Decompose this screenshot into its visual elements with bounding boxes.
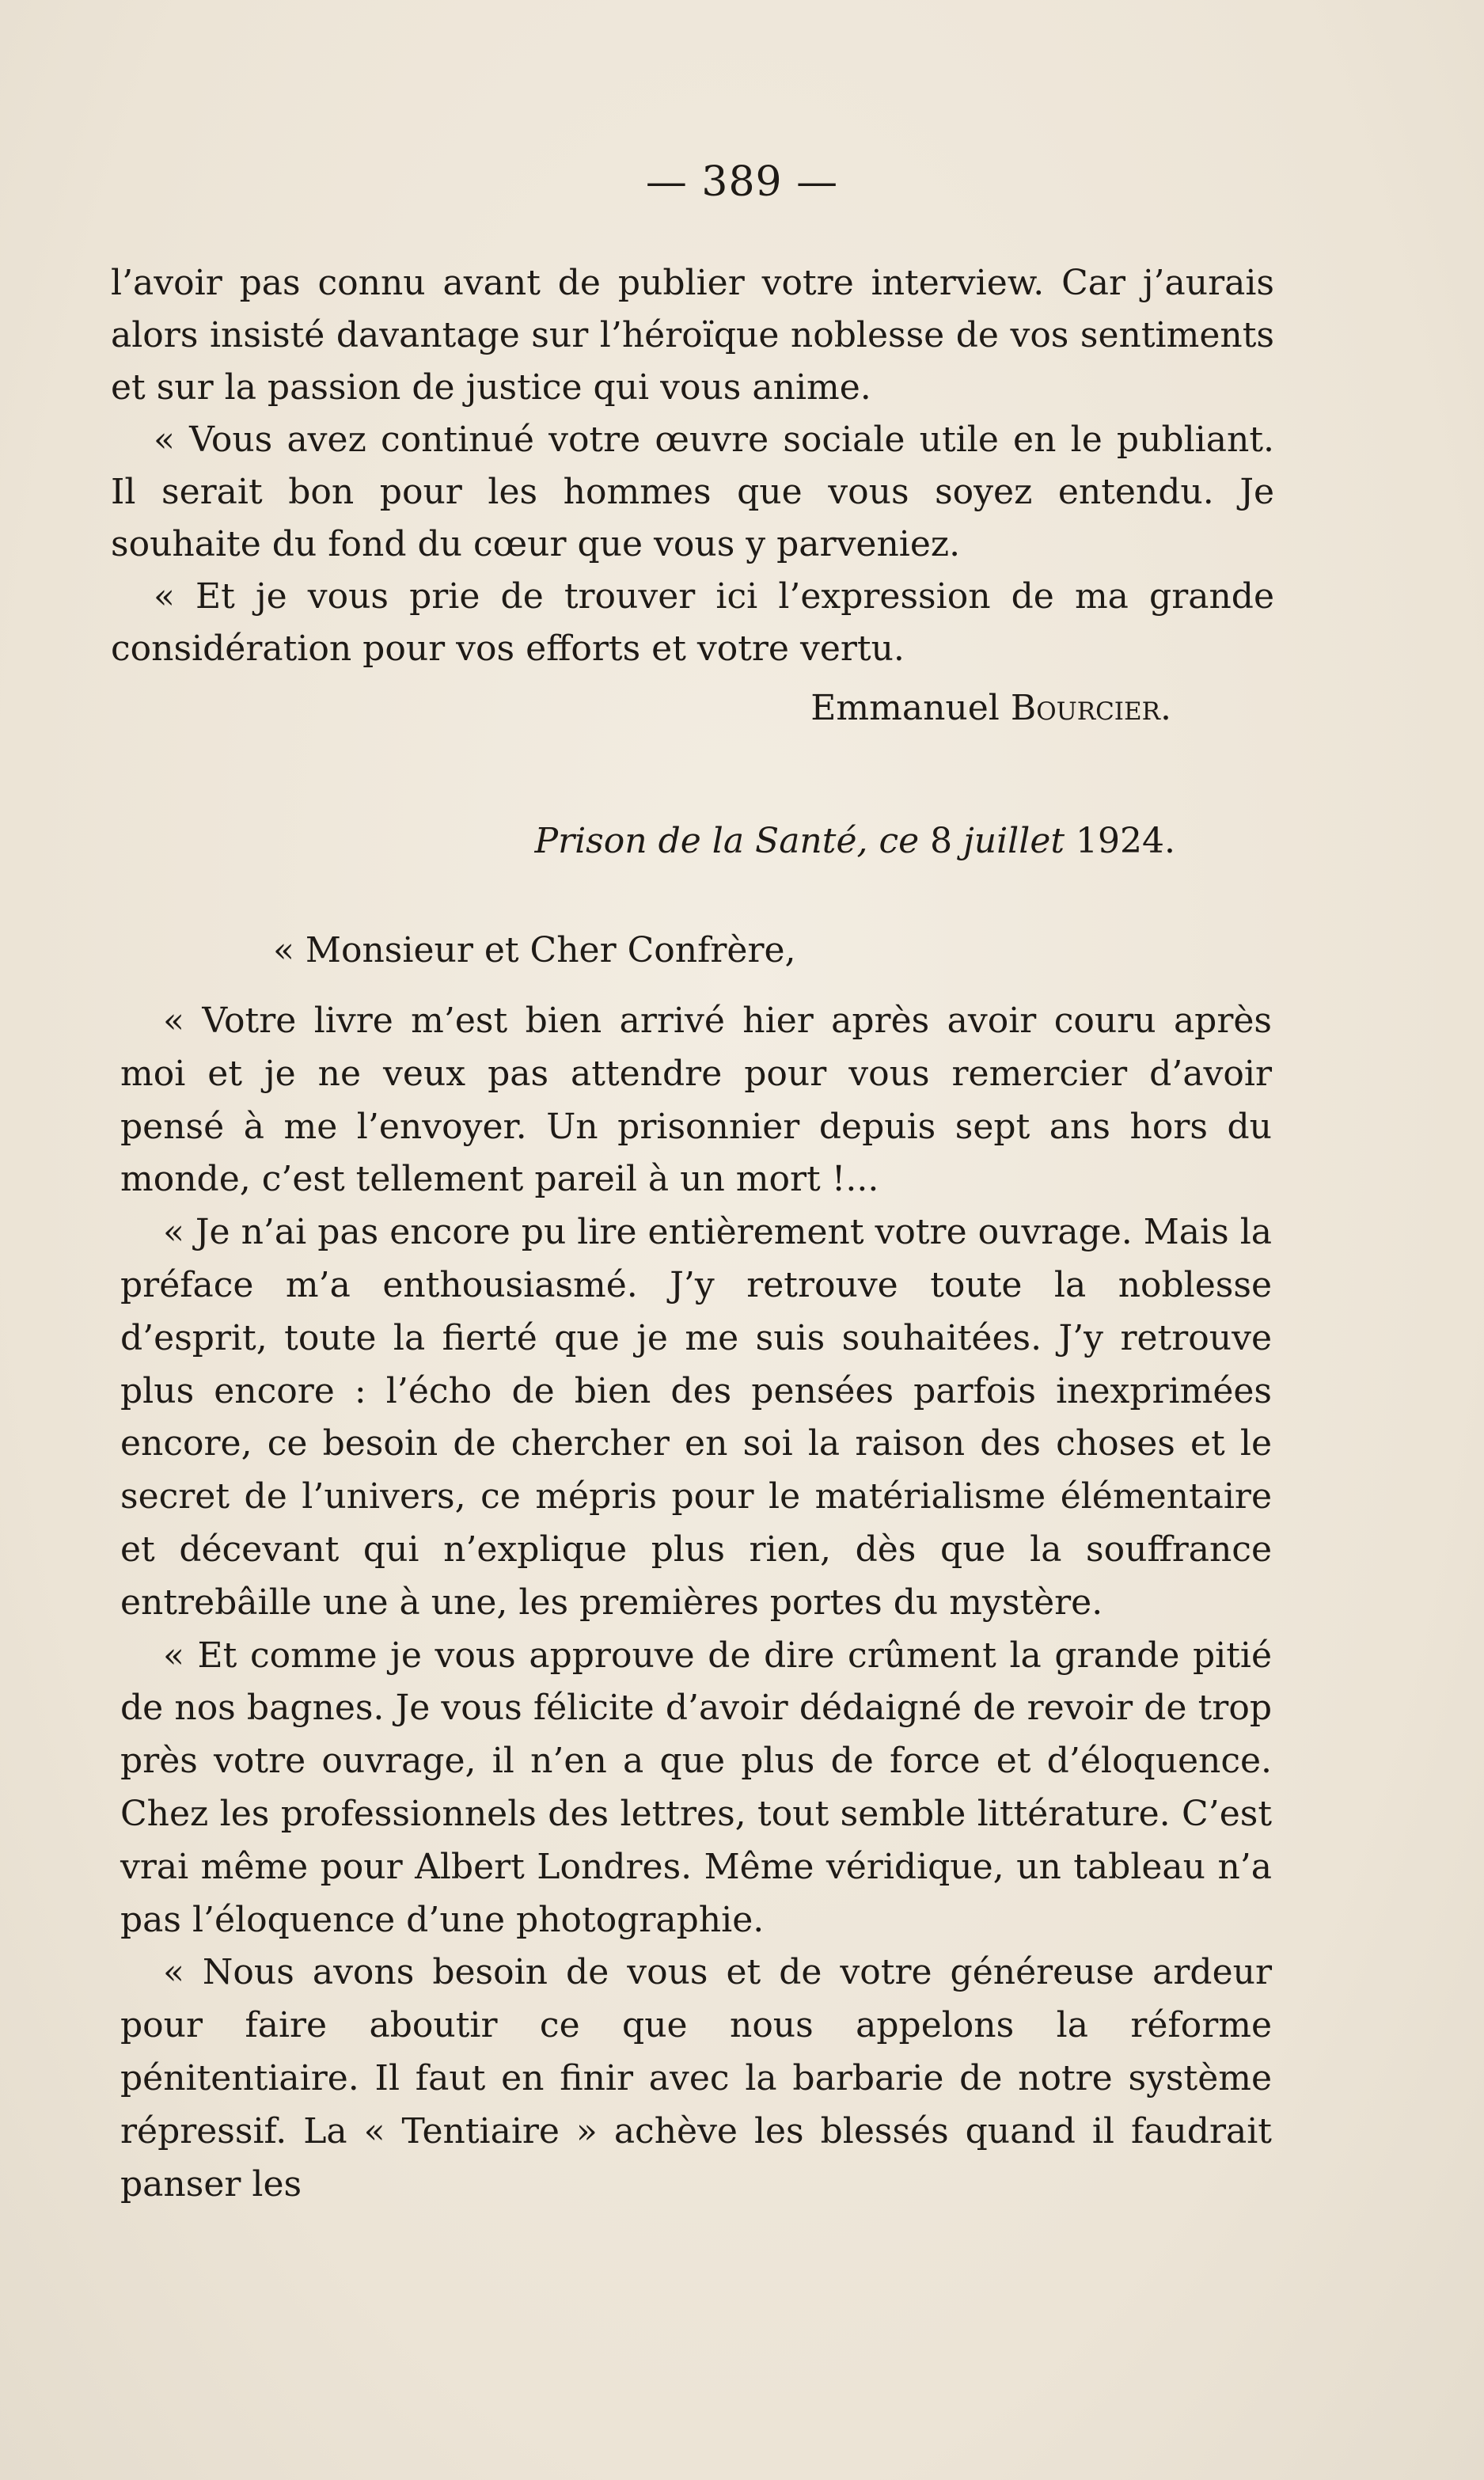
letter-2-paragraph-3: « Et comme je vous approuve de dire crûment la grande pitié de nos bagnes. Je vous félicite d’avoir dédaigné de revoir de trop près votre ouvrage, il n’en a que plus de force et d’éloquence. Chez les professionnels des lettres, tout semble littérature. C’est vrai même pour Albert Londres. Même véridique, un tableau n’a pas l’éloquence d’une photographie.: [120, 1635, 1272, 1940]
letter-1-paragraph-2: « Vous avez continué votre œuvre sociale utile en le publiant. Il serait bon pour les hommes que vous soyez entendu. Je souhaite du fond du cœur que vous y parveniez.: [111, 420, 1274, 564]
letter-2-dateline: [111, 815, 1175, 868]
dateline-place: Prison de la Santé, ce: [534, 821, 931, 861]
letter-1-paragraph-3: « Et je vous prie de trouver ici l’expression de ma grande considération pour vos efforts et votre vertu.: [111, 576, 1274, 669]
letter-1-body: [111, 257, 1274, 675]
dateline-day: 8: [930, 821, 953, 861]
letter-1-signature: [111, 682, 1171, 735]
dateline-month: juillet: [952, 821, 1076, 861]
letter-1-paragraph-1: l’avoir pas connu avant de publier votre interview. Car j’aurais alors insisté davantage sur l’héroïque noblesse de vos sentiments et sur la passion de justice qui vous anime.: [111, 263, 1274, 408]
letter-2-paragraph-4: « Nous avons besoin de vous et de votre généreuse ardeur pour faire aboutir ce que nous appelons la réforme pénitentiaire. Il faut en finir avec la barbarie de notre système répressif. La « Tentiaire » achève les blessés quand il faudrait panser les: [120, 1952, 1272, 2205]
signature-last-name: Bourcier.: [1010, 688, 1171, 728]
letter-2-paragraph-2: « Je n’ai pas encore pu lire entièrement votre ouvrage. Mais la préface m’a enthousiasmé. J’y retrouve toute la noblesse d’esprit, toute la fierté que je me suis souhaitées. J’y retrouve plus encore : l’écho de bien des pensées parfois inexprimées encore, ce besoin de chercher en soi la raison des choses et le secret de l’univers, ce mépris pour le matérialisme élémentaire et décevant qui n’explique plus rien, dès que la souffrance entrebâille une à une, les premières portes du mystère.: [120, 1212, 1272, 1623]
letter-2-body: [120, 995, 1272, 2211]
page-number: — 389 —: [645, 158, 839, 206]
letter-2-paragraph-1: « Votre livre m’est bien arrivé hier après avoir couru après moi et je ne veux pas attendre pour vous remercier d’avoir pensé à me l’envoyer. Un prisonnier depuis sept ans hors du monde, c’est tellement pareil à un mort !...: [120, 1001, 1272, 1200]
dateline-year: 1924.: [1076, 821, 1175, 861]
letter-2-salutation: « Monsieur et Cher Confrère,: [273, 930, 796, 970]
signature-first-name: Emmanuel: [810, 688, 1011, 728]
